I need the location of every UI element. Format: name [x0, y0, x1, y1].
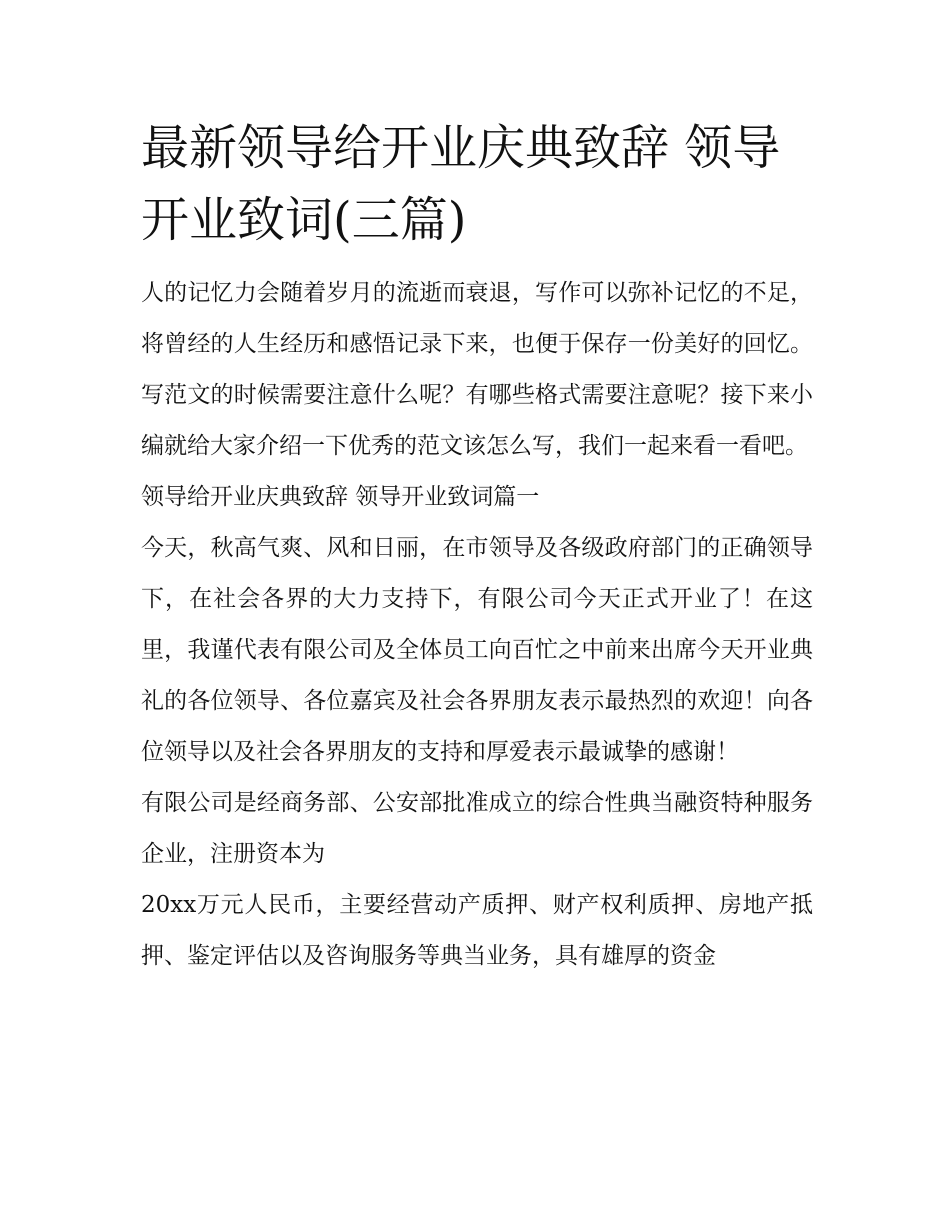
body-paragraph: 今天，秋高气爽、风和日丽，在市领导及各级政府部门的正确领导下，在社会各界的大力支持下，有限公司今天正式开业了！在这里，我谨代表有限公司及全体员工向百忙之中前来出席今天开业典礼的各位领导、各位嘉宾及社会各界朋友表示最热烈的欢迎！向各位领导以及社会各界朋友的支持和厚爱表示最诚挚的感谢！ [141, 535, 813, 765]
document-title: 最新领导给开业庆典致辞 领导开业致词(三篇) [141, 120, 781, 248]
body-paragraph: 20xx万元人民币，主要经营动产质押、财产权利质押、房地产抵押、鉴定评估以及咨询服务等典当业务，具有雄厚的资金 [141, 892, 813, 969]
section-heading: 领导给开业庆典致辞 领导开业致词篇一 [141, 484, 540, 510]
intro-paragraph: 人的记忆力会随着岁月的流逝而衰退，写作可以弥补记忆的不足，将曾经的人生经历和感悟记录下来，也便于保存一份美好的回忆。写范文的时候需要注意什么呢？有哪些格式需要注意呢？接下来小编就给大家介绍一下优秀的范文该怎么写，我们一起来看一看吧。 [141, 280, 813, 459]
document-page [141, 112, 813, 982]
body-paragraph: 有限公司是经商务部、公安部批准成立的综合性典当融资特种服务企业，注册资本为 [141, 790, 813, 867]
